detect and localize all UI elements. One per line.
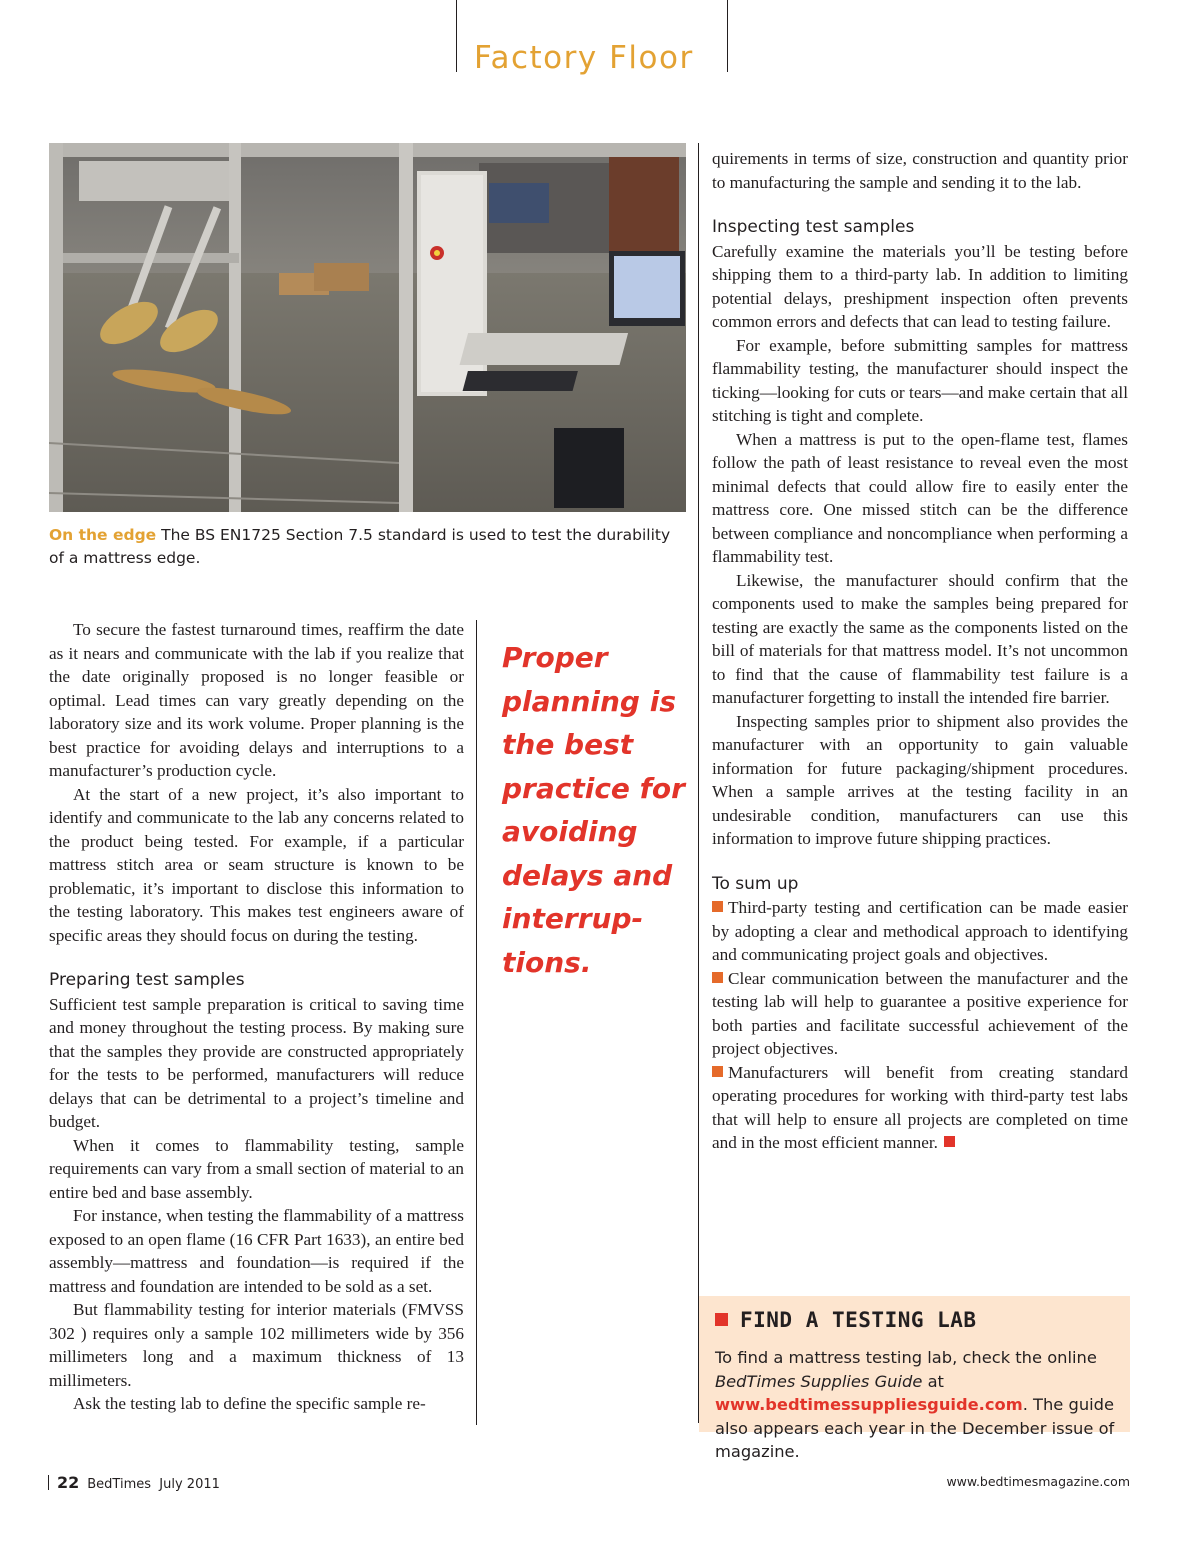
guide-name: BedTimes Supplies Guide (715, 1371, 923, 1391)
column-divider-left (476, 620, 477, 1425)
article-column-left (49, 618, 464, 1416)
summary-bullet (712, 967, 1128, 1061)
box-title-text: FIND A TESTING LAB (740, 1308, 977, 1332)
subheading-to-sum-up: To sum up (712, 873, 799, 894)
publication-name: BedTimes (87, 1477, 152, 1492)
box-text-part: To find a mattress testing lab, check the online (715, 1348, 1097, 1367)
header-rule-left (456, 0, 457, 72)
section-title: Factory Floor (474, 40, 694, 76)
title-square-icon (715, 1313, 728, 1326)
paragraph: Likewise, the manufacturer should confirm that the components used to make the samples being prepared for testing are exactly the same as the components listed on the bill of materials for that mattress model. It’s not uncommon to find that the cause of flammability test failure is a manufacturer forgetting to install the intended fire barrier. (712, 570, 1128, 707)
summary-bullet (712, 1061, 1128, 1155)
find-testing-lab-box (699, 1296, 1130, 1461)
box-title (715, 1308, 977, 1332)
summary-bullet-text: Clear communication between the manufacturer and the testing lab will help to guarantee a positive experience for both parties and facilitate successful achievement of the project objectives. (712, 968, 1128, 1058)
paragraph: When a mattress is put to the open-flame test, flames follow the path of least resistance to reveal even the most minimal defects that could allow fire to easily enter the mattress core. One missed stitch can be the difference between compliance and noncompliance when performing a flammability test. (712, 429, 1128, 566)
summary-bullet (712, 896, 1128, 967)
box-text-part: . The guide also appears each year in the December issue of magazine. (715, 1395, 1115, 1461)
paragraph: For example, before submitting samples for mattress flammability testing, the manufacturer should inspect the ticking—looking for cuts or tears—and make certain that all stitching is tight and complete. (712, 335, 1128, 425)
header-rule-right (727, 0, 728, 72)
paragraph: Carefully examine the materials you’ll be testing before shipping them to a third-party lab. In addition to limiting potential delays, preshipment inspection often prevents common errors and defects that can lead to testing failure. (712, 241, 1128, 331)
paragraph: Inspecting samples prior to shipment also provides the manufacturer with an opportunity to gain valuable information for future packaging/shipment procedures. When a sample arrives at the testing facility in an undesirable condition, manufacturers can use this information to improve future shipping practices. (712, 711, 1128, 848)
page-number: 22 (57, 1473, 80, 1492)
paragraph: But flammability testing for interior materials (FMVSS 302 ) requires only a sample 102 millimeters wide by 356 millimeters long and a maximum thickness of 13 millimeters. (49, 1300, 464, 1390)
subheading-preparing-samples: Preparing test samples (49, 970, 245, 990)
caption-text: The BS EN1725 Section 7.5 standard is used to test the durability of a mattress edge. (49, 526, 671, 567)
article-column-right (712, 147, 1128, 1155)
summary-bullet-text: Third-party testing and certification can be made easier by adopting a clear and methodical approach to identifying and communicating project goals and objectives. (712, 898, 1128, 964)
pull-quote: Proper planning is the best practice for avoiding delays and interrup-tions. (502, 641, 685, 979)
box-text (715, 1346, 1115, 1464)
paragraph: For instance, when testing the flammability of a mattress exposed to an open flame (16 CFR Part 1633), an entire bed assembly—mattress and foundation—is required if the mattress and foundation are intended to be sold as a set. (49, 1206, 464, 1296)
box-text-part: at (922, 1371, 944, 1391)
footer-rule (48, 1475, 49, 1490)
paragraph: To secure the fastest turnaround times, reaffirm the date as it nears and communicate with the lab if you realize that the date originally proposed is no longer feasible or optimal. Lead times can vary greatly depending on the laboratory size and its work volume. Proper planning is the best practice for avoiding delays and interruptions to a manufacturer’s production cycle. (49, 620, 464, 780)
bullet-square-icon (712, 901, 723, 912)
subheading-inspecting-samples: Inspecting test samples (712, 217, 915, 237)
photo-mattress-edge-test-machine (49, 143, 686, 512)
bullet-square-icon (712, 1066, 723, 1077)
paragraph: When it comes to flammability testing, sample requirements can vary from a small section of material to an entire bed and base assembly. (49, 1135, 464, 1202)
footer-folio (57, 1473, 220, 1492)
photo-caption (49, 524, 689, 570)
column-divider-right (698, 143, 699, 1423)
paragraph: quirements in terms of size, construction and quantity prior to manufacturing the sample and sending it to the lab. (712, 149, 1128, 192)
supplies-guide-link[interactable]: www.bedtimessuppliesguide.com (715, 1395, 1023, 1414)
caption-lead: On the edge (49, 526, 157, 544)
paragraph: At the start of a new project, it’s also important to identify and communicate to the lab any concerns related to the product being tested. For example, if a particular mattress stitch area or seam structure is known to be problematic, it’s important to disclose this information to the testing laboratory. This makes test engineers aware of specific areas they should focus on during the testing. (49, 784, 464, 945)
footer-website[interactable]: www.bedtimesmagazine.com (946, 1474, 1130, 1489)
summary-bullet-text: Manufacturers will benefit from creating standard operating procedures for working with third-party test labs that will help to ensure all projects are completed on time and in the most efficient manner. (712, 1062, 1128, 1152)
bullet-square-icon (712, 972, 723, 983)
issue-date: July 2011 (159, 1477, 220, 1492)
paragraph: Sufficient test sample preparation is critical to saving time and money throughout the testing process. By making sure that the samples they provide are constructed appropriately for the tests to be performed, manufacturers will reduce delays that can be detrimental to a project’s timeline and budget. (49, 994, 464, 1131)
end-mark-icon (944, 1136, 955, 1147)
paragraph: Ask the testing lab to define the specific sample re- (73, 1394, 426, 1413)
